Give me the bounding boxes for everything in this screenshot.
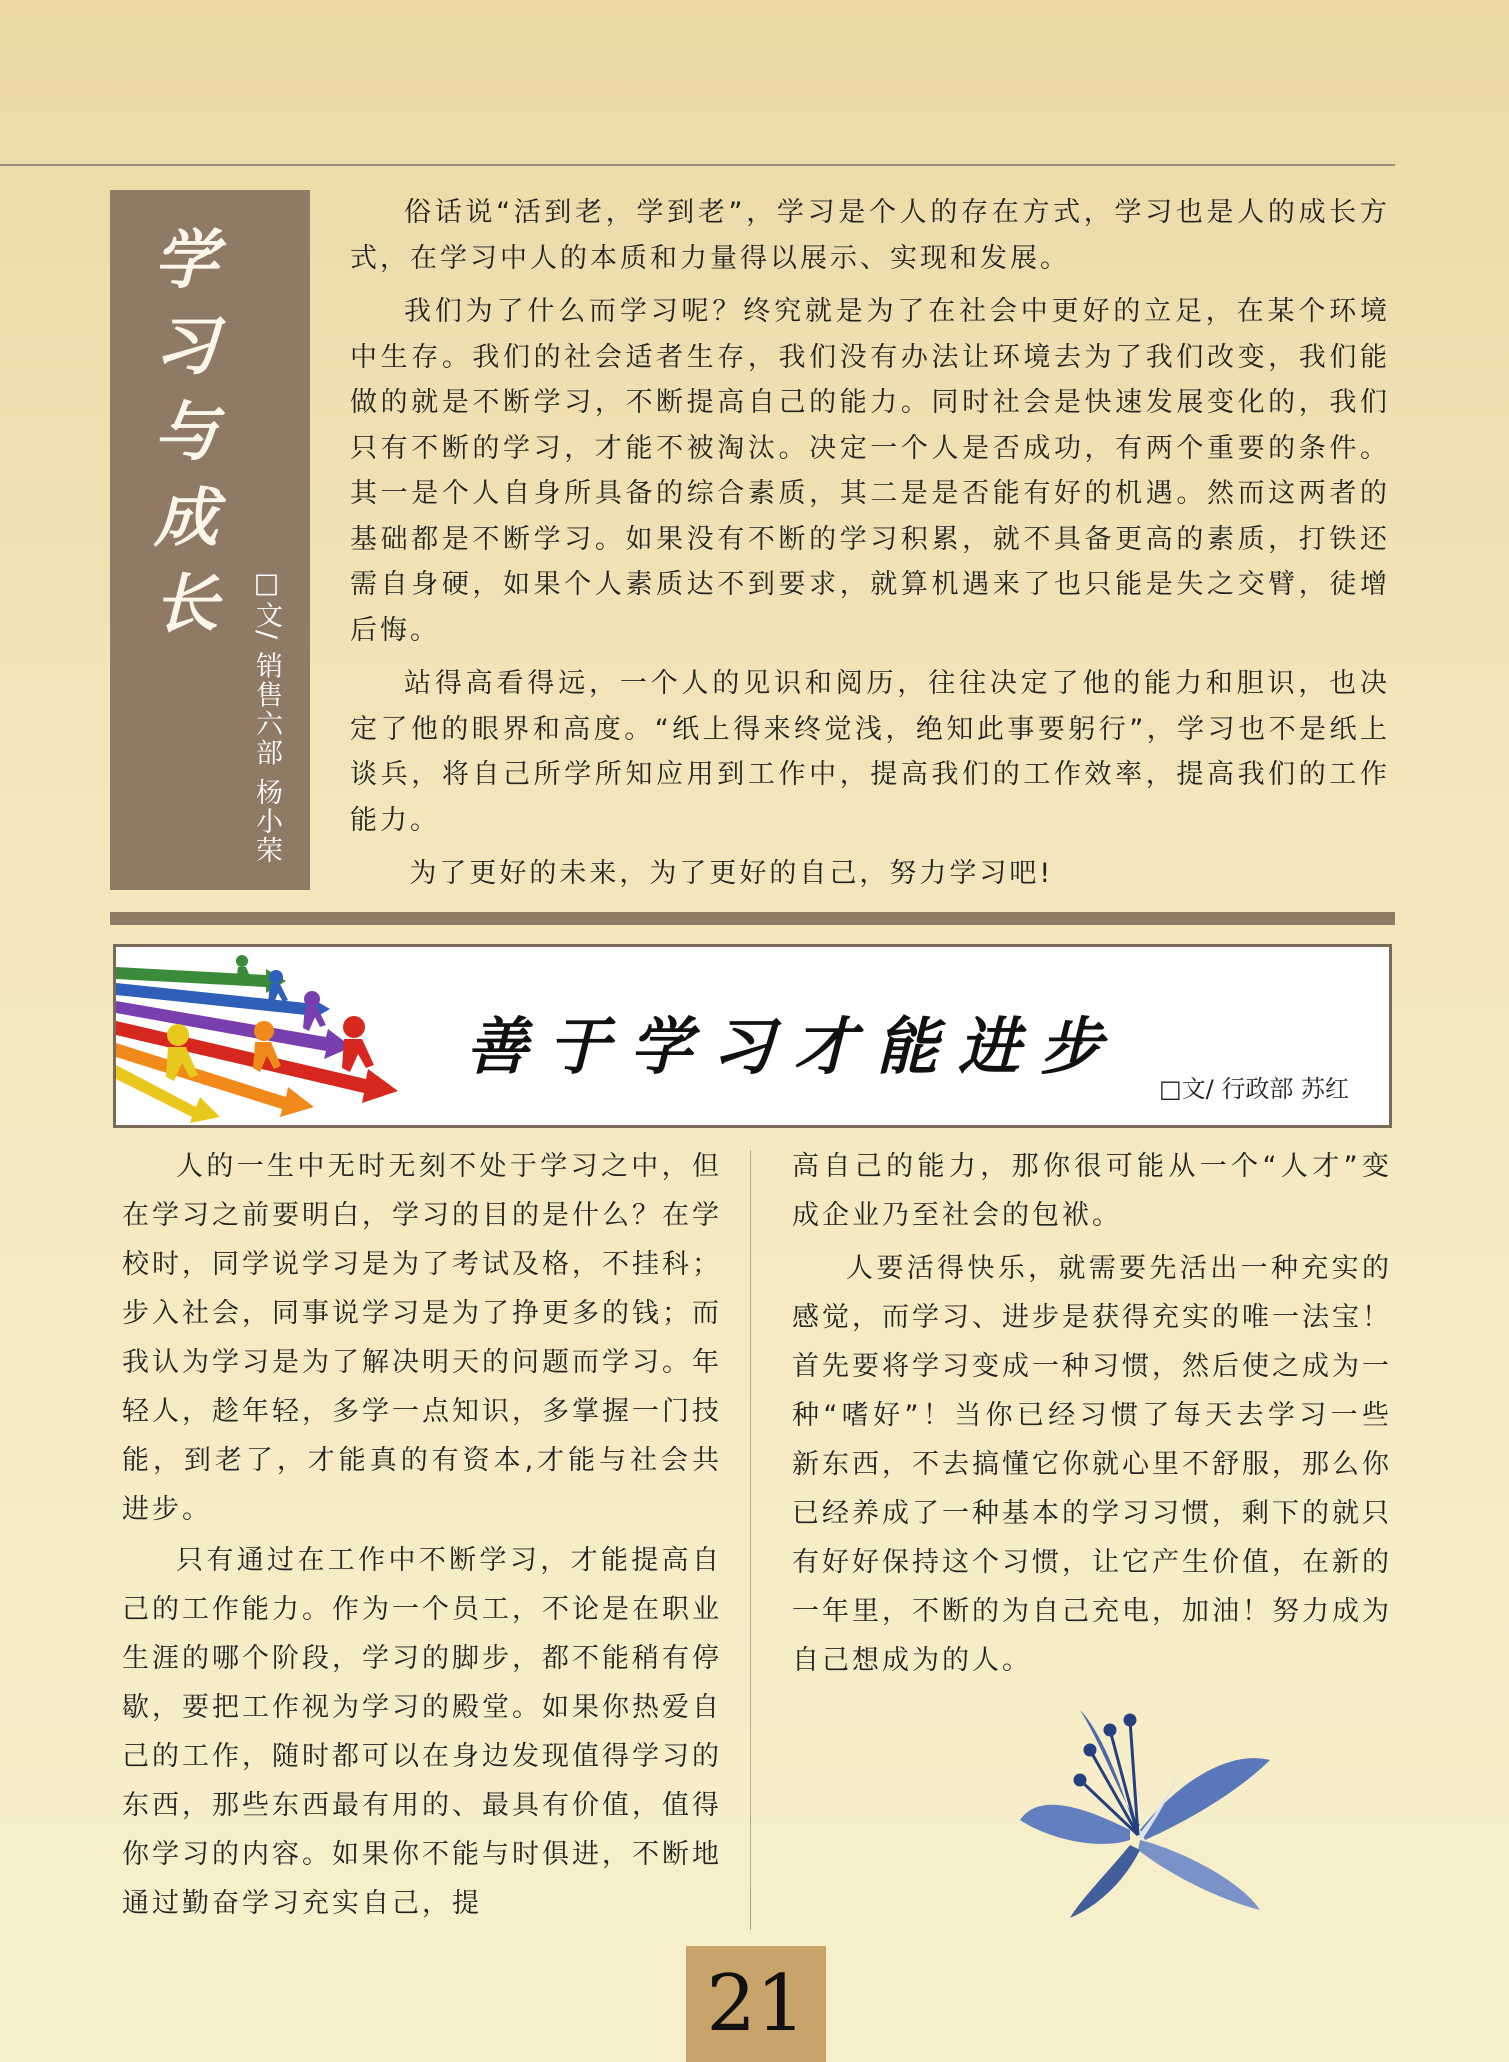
article2-left-column (122, 1142, 722, 1928)
article1-body (350, 190, 1390, 897)
title-char: 习 (154, 309, 218, 384)
article1-byline: □文/ 销售六部 杨小荣 (251, 568, 282, 866)
lily-flower-illustration (1010, 1690, 1290, 1920)
title-char: 长 (154, 567, 218, 642)
paragraph: 只有通过在工作中不断学习，才能提高自己的工作能力。作为一个员工，不论是在职业生涯的哪个阶段，学习的脚步，都不能稍有停歇，要把工作视为学习的殿堂。如果你热爱自己的工作，随时都可以在身边发现值得学习的东西，那些东西最有用的、最具有价值，值得你学习的内容。如果你不能与时俱进，不断地通过勤奋学习充实自己，提 (122, 1545, 722, 1919)
paragraph: 站得高看得远，一个人的见识和阅历，往往决定了他的能力和胆识，也决定了他的眼界和高度。“纸上得来终觉浅，绝知此事要躬行”，学习也不是纸上谈兵，将自己所学所知应用到工作中，提高我们的工作效率，提高我们的工作能力。 (350, 668, 1390, 836)
page-number: 21 (686, 1946, 826, 2062)
article2-title: 善于学习才能进步 (466, 1010, 1123, 1083)
paragraph: 我们为了什么而学习呢？终究就是为了在社会中更好的立足，在某个环境中生存。我们的社会适者生存，我们没有办法让环境去为了我们改变，我们能做的就是不断学习，不断提高自己的能力。同时社会是快速发展变化的，我们只有不断的学习，才能不被淘汰。决定一个人是否成功，有两个重要的条件。其一是个人自身所具备的综合素质，其二是是否能有好的机遇。然而这两者的基础都是不断学习。如果没有不断的学习积累，就不具备更高的素质，打铁还需自身硬，如果个人素质达不到要求，就算机遇来了也只能是失之交臂，徒增后悔。 (350, 296, 1390, 646)
section-divider (110, 912, 1395, 925)
title-char: 学 (154, 223, 218, 298)
column-divider (750, 1150, 751, 1930)
running-figures-illustration (116, 947, 406, 1127)
article1-title-panel (110, 190, 310, 890)
paragraph: 俗话说“活到老，学到老”，学习是个人的存在方式，学习也是人的成长方式，在学习中人的本质和力量得以展示、实现和发展。 (350, 197, 1390, 274)
paragraph: 为了更好的未来，为了更好的自己，努力学习吧! (409, 858, 1054, 889)
article2-byline: □文/ 行政部 苏红 (1158, 1075, 1349, 1103)
paragraph: 人的一生中无时无刻不处于学习之中，但在学习之前要明白，学习的目的是什么？在学校时，同学说学习是为了考试及格，不挂科；步入社会，同事说学习是为了挣更多的钱；而我认为学习是为了解决明天的问题而学习。年轻人，趁年轻，多学一点知识，多掌握一门技能，到老了，才能真的有资本,才能与社会共进步。 (122, 1151, 722, 1525)
title-char: 与 (154, 395, 218, 470)
article1-title (146, 218, 226, 648)
paragraph-continuation: 高自己的能力，那你很可能从一个“人才”变成企业乃至社会的包袱。 (792, 1151, 1392, 1231)
article2-right-column (792, 1142, 1392, 1685)
paragraph: 人要活得快乐，就需要先活出一种充实的感觉，而学习、进步是获得充实的唯一法宝！首先要将学习变成一种习惯，然后使之成为一种“嗜好”！当你已经习惯了每天去学习一些新东西，不去搞懂它你就心里不舒服，那么你已经养成了一种基本的学习习惯，剩下的就只有好好保持这个习惯，让它产生价值，在新的一年里，不断的为自己充电，加油！努力成为自己想成为的人。 (792, 1253, 1392, 1676)
title-char: 成 (154, 481, 218, 556)
article2-banner (113, 944, 1392, 1128)
header-rule (0, 164, 1395, 166)
